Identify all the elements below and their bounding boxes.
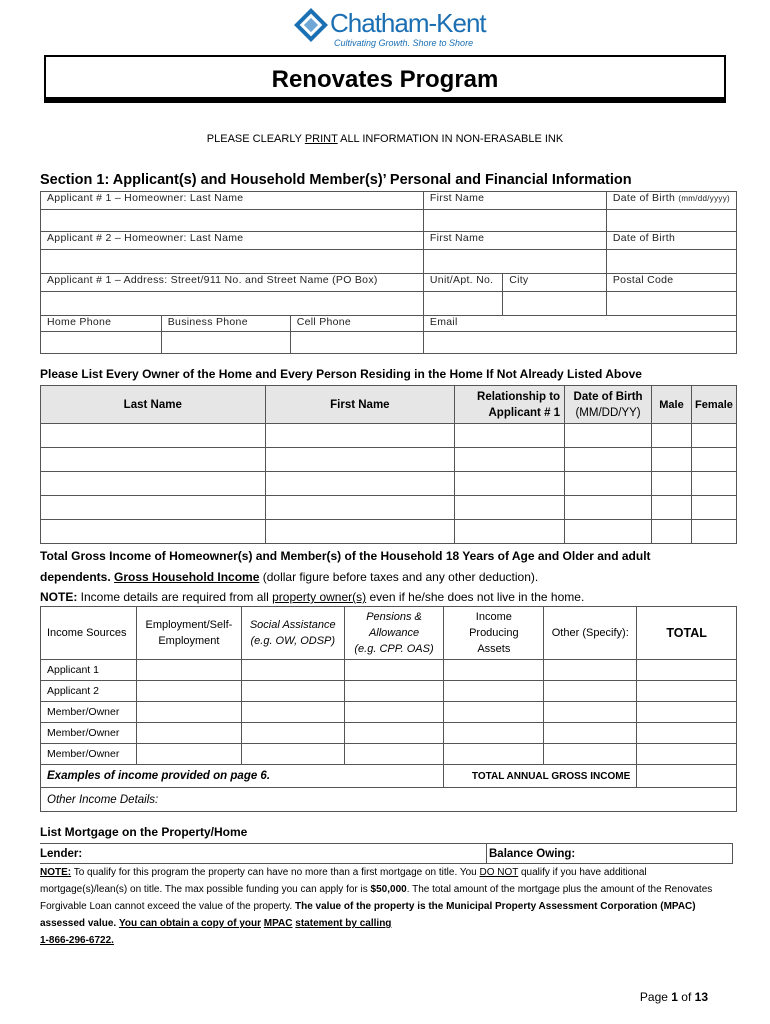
input-postal-code[interactable]: [606, 292, 736, 316]
assets-line1: Income Producing: [469, 611, 519, 639]
income-line2-rest: (dollar figure before taxes and any other deduction).: [262, 570, 539, 584]
label-city: City: [503, 274, 607, 292]
income-cell[interactable]: [637, 744, 737, 765]
mortgage-note-t2: qualify if you have additional mortgage(s)/lean(s) on title. The max possible funding you can apply for is: [40, 867, 647, 895]
income-cell[interactable]: [344, 702, 444, 723]
input-applicant2-dob[interactable]: [606, 250, 736, 274]
owner-female-input[interactable]: [691, 448, 736, 472]
col-dob: [565, 386, 652, 424]
mortgage-note-t3: . The total amount of the mortgage plus the amount of the Renovates Forgivable Loan cannot exceed the value of the property.: [40, 884, 713, 912]
rel-line2: Applicant # 1: [488, 406, 561, 419]
income-row-label: Member/Owner: [41, 744, 137, 765]
instruction-print: PRINT: [304, 133, 338, 145]
income-note-owners: property owner(s): [272, 590, 367, 604]
page-title: Renovates Program: [271, 66, 499, 93]
income-note-post: even if he/she does not live in the home.: [366, 590, 585, 604]
income-cell[interactable]: [241, 744, 344, 765]
owner-last-input[interactable]: [41, 448, 266, 472]
mortgage-note-t1: To qualify for this program the property can have no more than a first mortgage on title. You: [71, 867, 480, 878]
mortgage-table: [40, 843, 733, 864]
label-applicant1-last-name: Applicant # 1 – Homeowner: Last Name: [41, 192, 424, 210]
print-instruction: [0, 133, 770, 145]
income-row-label: Member/Owner: [41, 723, 137, 744]
instruction-pre: PLEASE CLEARLY: [206, 133, 305, 145]
footer-page: 1: [671, 990, 678, 1004]
input-applicant2-last-name[interactable]: [41, 250, 424, 274]
col-first-name: First Name: [265, 386, 455, 424]
income-row: [41, 702, 737, 723]
income-cell[interactable]: [444, 723, 544, 744]
label-home-phone: Home Phone: [41, 316, 162, 332]
owner-dob-input[interactable]: [565, 448, 652, 472]
owner-row: [41, 496, 737, 520]
income-cell[interactable]: [344, 744, 444, 765]
input-email[interactable]: [423, 332, 736, 354]
income-row-label: Applicant 1: [41, 660, 137, 681]
soc-line2: (e.g. OW, ODSP): [250, 635, 336, 647]
owner-relationship-input[interactable]: [455, 448, 565, 472]
mortgage-note-mpac-value: The value of the property is the Municipal Property Assessment Corporation (MPAC) assessed value.: [40, 901, 696, 929]
income-note-label: NOTE:: [40, 590, 78, 604]
col-male: Male: [652, 386, 692, 424]
col-female: Female: [691, 386, 736, 424]
owner-male-input[interactable]: [652, 496, 692, 520]
assets-line2: Assets: [477, 643, 511, 655]
label-business-phone: Business Phone: [161, 316, 290, 332]
input-applicant1-dob[interactable]: [606, 210, 736, 232]
income-cell[interactable]: [136, 660, 241, 681]
pen-line2: Allowance: [368, 627, 420, 639]
income-cell[interactable]: [136, 702, 241, 723]
income-cell[interactable]: [544, 660, 637, 681]
income-cell[interactable]: [241, 723, 344, 744]
col-social-assistance: [241, 607, 344, 660]
instruction-post: ALL INFORMATION IN NON-ERASABLE INK: [337, 133, 564, 145]
owner-last-input[interactable]: [41, 472, 266, 496]
owner-dob-input[interactable]: [565, 472, 652, 496]
logo-diamond-icon: [294, 8, 328, 42]
owner-female-input[interactable]: [691, 520, 736, 544]
logo-name: Chatham-Kent: [330, 8, 486, 38]
col-other: Other (Specify):: [544, 607, 637, 660]
owner-dob-input[interactable]: [565, 520, 652, 544]
owner-first-input[interactable]: [265, 520, 455, 544]
income-row-label: Member/Owner: [41, 702, 137, 723]
label-applicant1-first-name: First Name: [423, 192, 606, 210]
income-cell[interactable]: [637, 681, 737, 702]
page-number: [640, 990, 708, 1004]
soc-line1: Social Assistance: [249, 619, 336, 631]
income-cell[interactable]: [637, 723, 737, 744]
dob-format: (mm/dd/yyyy): [678, 194, 730, 203]
income-note-pre: Income details are required from all: [77, 590, 273, 604]
label-postal-code: Postal Code: [606, 274, 736, 292]
other-income-details[interactable]: Other Income Details:: [41, 788, 737, 812]
income-row: [41, 660, 737, 681]
footer-mid: of: [677, 990, 695, 1004]
income-gross-household: Gross Household Income: [114, 570, 260, 584]
total-annual-gross-income-input[interactable]: [637, 765, 737, 788]
balance-owing-field[interactable]: Balance Owing:: [487, 844, 733, 864]
input-applicant1-last-name[interactable]: [41, 210, 424, 232]
owner-relationship-input[interactable]: [455, 472, 565, 496]
income-note: [40, 587, 740, 607]
mortgage-note-phone: 1-866-296-6722.: [40, 935, 114, 946]
mortgage-note-amount: $50,000: [370, 884, 407, 895]
owner-female-input[interactable]: [691, 496, 736, 520]
owner-male-input[interactable]: [652, 520, 692, 544]
input-city[interactable]: [503, 292, 607, 316]
label-unit: Unit/Apt. No.: [423, 274, 502, 292]
income-cell[interactable]: [344, 660, 444, 681]
income-row: [41, 723, 737, 744]
input-applicant1-first-name[interactable]: [423, 210, 606, 232]
owner-row: [41, 520, 737, 544]
income-cell[interactable]: [544, 744, 637, 765]
owner-last-input[interactable]: [41, 496, 266, 520]
mortgage-note: [40, 864, 720, 949]
label-address: Applicant # 1 – Address: Street/911 No. and Street Name (PO Box): [41, 274, 424, 292]
owner-dob-input[interactable]: [565, 496, 652, 520]
chatham-kent-logo: [294, 6, 494, 52]
income-cell[interactable]: [344, 723, 444, 744]
income-cell[interactable]: [544, 681, 637, 702]
income-cell[interactable]: [637, 702, 737, 723]
label-cell-phone: Cell Phone: [290, 316, 423, 332]
mortgage-note-obtain: You can obtain a copy of your: [118, 918, 262, 929]
owner-first-input[interactable]: [265, 496, 455, 520]
income-cell[interactable]: [444, 744, 544, 765]
income-row-label: Applicant 2: [41, 681, 137, 702]
owner-row: [41, 472, 737, 496]
owner-row: [41, 424, 737, 448]
label-applicant2-dob: Date of Birth: [606, 232, 736, 250]
owner-male-input[interactable]: [652, 472, 692, 496]
income-row: [41, 744, 737, 765]
input-cell-phone[interactable]: [290, 332, 423, 354]
mortgage-heading: List Mortgage on the Property/Home: [40, 825, 248, 839]
col-relationship: [455, 386, 565, 424]
owners-table: [40, 385, 737, 544]
income-cell[interactable]: [136, 723, 241, 744]
income-cell[interactable]: [241, 702, 344, 723]
owner-female-input[interactable]: [691, 472, 736, 496]
emp-line1: Employment/Self-: [145, 619, 233, 631]
logo-tagline: Cultivating Growth. Shore to Shore: [334, 38, 474, 48]
mortgage-note-label: NOTE:: [40, 867, 72, 878]
emp-line2: Employment: [158, 635, 220, 647]
footer-pre: Page: [639, 990, 672, 1004]
input-applicant2-first-name[interactable]: [423, 250, 606, 274]
owner-first-input[interactable]: [265, 472, 455, 496]
rel-line1: Relationship to: [477, 390, 561, 403]
input-home-phone[interactable]: [41, 332, 162, 354]
owner-relationship-input[interactable]: [455, 496, 565, 520]
income-cell[interactable]: [637, 660, 737, 681]
pen-line1: Pensions &: [366, 611, 422, 623]
income-cell[interactable]: [136, 681, 241, 702]
income-cell[interactable]: [544, 723, 637, 744]
income-examples: Examples of income provided on page 6.: [41, 765, 444, 788]
income-cell[interactable]: [241, 681, 344, 702]
col-pensions: [344, 607, 444, 660]
income-cell[interactable]: [444, 702, 544, 723]
owner-male-input[interactable]: [652, 448, 692, 472]
label-applicant1-dob: [606, 192, 736, 210]
income-cell[interactable]: [136, 744, 241, 765]
col-income-sources: Income Sources: [41, 607, 137, 660]
input-unit[interactable]: [423, 292, 502, 316]
owner-relationship-input[interactable]: [455, 424, 565, 448]
owner-male-input[interactable]: [652, 424, 692, 448]
footer-total: 13: [694, 990, 708, 1004]
mortgage-note-calling: statement by calling: [295, 918, 392, 929]
dob-label: Date of Birth: [612, 192, 676, 204]
income-dependents: dependents.: [40, 570, 111, 584]
income-cell[interactable]: [344, 681, 444, 702]
input-address[interactable]: [41, 292, 424, 316]
dob-line1: Date of Birth: [573, 390, 643, 403]
mortgage-note-donot: DO NOT: [479, 867, 519, 878]
col-income-assets: [444, 607, 544, 660]
income-table: [40, 606, 737, 812]
col-employment: [136, 607, 241, 660]
lender-field[interactable]: Lender:: [40, 844, 487, 864]
owners-heading: Please List Every Owner of the Home and Every Person Residing in the Home If Not Already Listed Above: [40, 367, 642, 381]
col-last-name: Last Name: [41, 386, 266, 424]
income-cell[interactable]: [444, 660, 544, 681]
income-cell[interactable]: [241, 660, 344, 681]
total-annual-gross-income-label: TOTAL ANNUAL GROSS INCOME: [444, 765, 637, 788]
dob-line2: (MM/DD/YY): [575, 406, 641, 419]
owner-first-input[interactable]: [265, 424, 455, 448]
owner-last-input[interactable]: [41, 520, 266, 544]
income-subheading: [40, 567, 740, 587]
owner-relationship-input[interactable]: [455, 520, 565, 544]
title-box: [44, 55, 726, 103]
pen-line3: (e.g. CPP. OAS): [354, 643, 434, 655]
applicant-info-table: [40, 191, 737, 354]
owner-row: [41, 448, 737, 472]
label-email: Email: [423, 316, 736, 332]
input-business-phone[interactable]: [161, 332, 290, 354]
section1-heading: Section 1: Applicant(s) and Household Member(s)’ Personal and Financial Information: [40, 172, 632, 188]
owner-dob-input[interactable]: [565, 424, 652, 448]
owner-female-input[interactable]: [691, 424, 736, 448]
label-applicant2-first-name: First Name: [423, 232, 606, 250]
owner-last-input[interactable]: [41, 424, 266, 448]
income-heading: Total Gross Income of Homeowner(s) and Member(s) of the Household 18 Years of Age and Older and adult: [40, 549, 651, 563]
income-cell[interactable]: [544, 702, 637, 723]
label-applicant2-last-name: Applicant # 2 – Homeowner: Last Name: [41, 232, 424, 250]
mortgage-note-mpac: MPAC: [263, 918, 293, 929]
income-row: [41, 681, 737, 702]
owner-first-input[interactable]: [265, 448, 455, 472]
col-total: TOTAL: [637, 607, 737, 660]
income-cell[interactable]: [444, 681, 544, 702]
